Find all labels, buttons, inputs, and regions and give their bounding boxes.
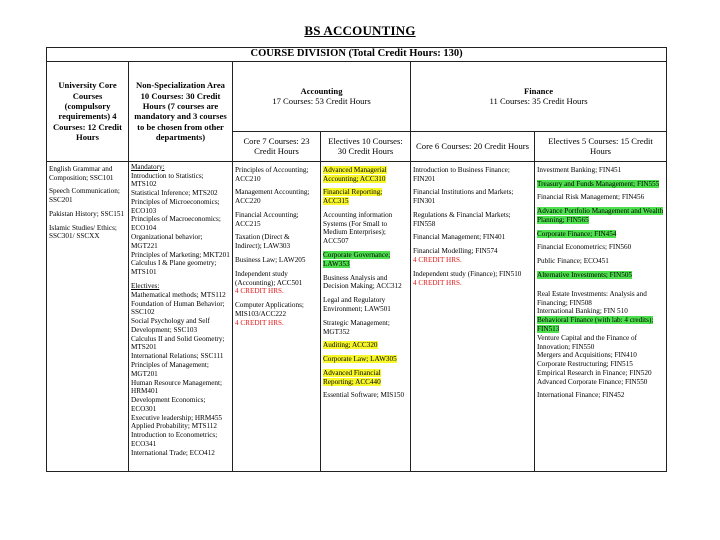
- list-item: [323, 188, 408, 206]
- credit-note: 4 CREDIT HRS.: [235, 318, 284, 327]
- accounting-electives-header: Electives 10 Courses: 30 Credit Hours: [321, 131, 411, 161]
- non-specialization-header: Non-Specialization Area 10 Courses: 30 Credit Hours (7 courses are mandatory and 3 courses to be chosen from other departments): [129, 61, 233, 161]
- list-item: English Grammar and Composition; SSC101: [49, 164, 114, 182]
- list-item: Financial Modelling; FIN574 4 CREDIT HRS.: [413, 247, 532, 265]
- list-item: Human Resource Management; HRM401: [131, 378, 223, 396]
- highlighted-course: Corporate Finance; FIN454: [537, 229, 617, 238]
- list-item: International Relations; SSC111: [131, 352, 224, 361]
- finance-electives-header: Electives 5 Courses: 15 Credit Hours: [535, 131, 667, 161]
- list-item: Essential Software; MIS150: [323, 391, 405, 400]
- list-item: Calculus II and Solid Geometry; MTS201: [131, 334, 225, 352]
- list-item: Financial Risk Management; FIN456: [537, 193, 645, 202]
- finance-core-header: Core 6 Courses: 20 Credit Hours: [411, 131, 535, 161]
- finance-core-cell: [411, 161, 535, 471]
- list-item: Financial Management; FIN401: [413, 233, 506, 242]
- list-item: Development Economics; ECO301: [131, 396, 206, 413]
- list-item: International Finance; FIN452: [537, 391, 625, 400]
- list-item: [323, 341, 408, 350]
- list-item: Introduction to Statistics; MTS102: [131, 171, 204, 189]
- credit-note: 4 CREDIT HRS.: [235, 287, 284, 296]
- list-item: Applied Probability; MTS112: [131, 422, 217, 431]
- highlighted-course: Treasury and Funds Management; FIN555: [537, 179, 660, 188]
- list-item: Statistical Inference; MTS202: [131, 189, 218, 198]
- highlighted-course: Corporate Governance; LAW353: [323, 251, 391, 268]
- accounting-core-cell: [233, 161, 321, 471]
- mandatory-label: Mandatory:: [131, 162, 165, 171]
- finance-electives-cell: [535, 161, 667, 471]
- list-item: Independent study (Finance); FIN510 4 CREDIT HRS.: [413, 270, 532, 288]
- list-item: Pakistan History; SSC151: [49, 209, 125, 218]
- highlighted-course: Advance Portfolio Management and Wealth Planning; FIN565: [537, 207, 664, 224]
- list-item: Public Finance; ECO451: [537, 257, 609, 266]
- credit-note: 4 CREDIT HRS.: [413, 256, 462, 265]
- list-item: Regulations & Financial Markets; FIN558: [413, 210, 511, 228]
- list-item: Corporate Restructuring; FIN515: [537, 360, 633, 369]
- page-title: BS ACCOUNTING: [304, 23, 416, 38]
- highlighted-course: Advanced Financial Reporting; ACC440: [323, 368, 381, 386]
- highlighted-course: Advanced Managerial Accounting; ACC310: [323, 165, 387, 183]
- highlighted-course: Corporate Law; LAW305: [323, 355, 397, 364]
- list-item: [537, 180, 664, 189]
- list-item: Empirical Research in Finance; FIN520: [537, 368, 652, 377]
- list-item: Introduction to Econometrics; ECO341: [131, 431, 218, 449]
- course-table: [46, 47, 667, 472]
- list-item: Mergers and Acquisitions; FIN410: [537, 351, 637, 360]
- list-item: Calculus I & Plane geometry; MTS101: [131, 259, 217, 277]
- list-item: [323, 355, 408, 364]
- list-item: [323, 251, 408, 269]
- list-item: Organizational behavior; MGT221: [131, 233, 203, 250]
- list-item: International Banking; FIN 510: [537, 307, 628, 316]
- university-core-header: University Core Courses (compulsory requirements) 4 Courses: 12 Credit Hours: [47, 61, 129, 161]
- list-item: Financial Institutions and Markets; FIN301: [413, 188, 514, 206]
- list-item: Principles of Management; MGT201: [131, 360, 209, 378]
- list-item: Financial Econometrics; FIN560: [537, 243, 632, 252]
- university-core-cell: [47, 161, 129, 471]
- highlighted-course: Alternative Investments; FIN505: [537, 271, 633, 280]
- list-item: Real Estate Investments: Analysis and Financing; FIN508: [537, 289, 647, 307]
- course-division-header: COURSE DIVISION (Total Credit Hours: 130): [47, 48, 667, 62]
- list-item: Principles of Microeconomics; ECO103: [131, 197, 220, 215]
- list-item: Accounting information Systems (For Small to Medium Enterprises); ACC507: [323, 210, 393, 246]
- list-item: International Trade; ECO412: [131, 448, 215, 457]
- credit-note: 4 CREDIT HRS.: [413, 278, 462, 287]
- list-item: Introduction to Business Finance; FIN201: [413, 165, 510, 183]
- highlighted-course: Financial Reporting; ACC315: [323, 188, 383, 206]
- accounting-subtitle: 17 Courses: 53 Credit Hours: [272, 96, 371, 107]
- accounting-title: Accounting: [300, 85, 343, 96]
- list-item: Principles of Marketing; MKT201: [131, 250, 230, 259]
- list-item: Advanced Corporate Finance; FIN550: [537, 377, 648, 386]
- list-item: Computer Applications; MIS103/ACC222 4 CREDIT HRS.: [235, 301, 318, 327]
- list-item: [537, 316, 664, 334]
- accounting-header: [233, 61, 411, 131]
- list-item: Speech Communication; SSC201: [49, 187, 120, 205]
- list-item: Management Accounting; ACC220: [235, 188, 310, 206]
- electives-label: Electives:: [131, 281, 160, 290]
- list-item: Foundation of Human Behavior; SSC102: [131, 299, 225, 317]
- list-item: Islamic Studies/ Ethics; SSC301/ SSCXX: [49, 223, 117, 241]
- list-item: Financial Accounting; ACC215: [235, 210, 299, 228]
- list-item: [323, 369, 408, 387]
- list-item: Social Psychology and Self Development; SSC103: [131, 317, 210, 334]
- list-item: Business Law; LAW205: [235, 256, 306, 265]
- list-item: Venture Capital and the Finance of Innovation; FIN550: [537, 333, 637, 351]
- list-item: Independent study (Accounting); ACC501 4 CREDIT HRS.: [235, 270, 318, 296]
- list-item: Taxation (Direct & Indirect); LAW303: [235, 233, 291, 251]
- finance-subtitle: 11 Courses: 35 Credit Hours: [489, 96, 588, 107]
- list-item: Legal and Regulatory Environment; LAW501: [323, 296, 391, 313]
- list-item: Mathematical methods; MTS112: [131, 290, 226, 299]
- list-item: Investment Banking; FIN451: [537, 165, 622, 174]
- list-item: Strategic Management; MGT352: [323, 318, 390, 336]
- list-item: [537, 207, 664, 225]
- list-item: Business Analysis and Decision Making; ACC312: [323, 273, 402, 291]
- accounting-core-header: Core 7 Courses: 23 Credit Hours: [233, 131, 321, 161]
- highlighted-course: Auditing; ACC320: [323, 341, 378, 350]
- finance-title: Finance: [523, 85, 554, 96]
- accounting-electives-cell: [321, 161, 411, 471]
- list-item: Executive leadership; HRM455: [131, 413, 223, 422]
- list-item: [537, 230, 664, 239]
- finance-header: [411, 61, 667, 131]
- list-item: Principles of Accounting; ACC210: [235, 165, 309, 183]
- non-specialization-cell: [129, 161, 233, 471]
- list-item: Principles of Macroeconomics; ECO104: [131, 215, 221, 233]
- highlighted-course: Behavioral Finance (with lab: 4 credits); FIN513: [537, 316, 654, 333]
- list-item: [537, 271, 664, 280]
- list-item: [323, 166, 408, 184]
